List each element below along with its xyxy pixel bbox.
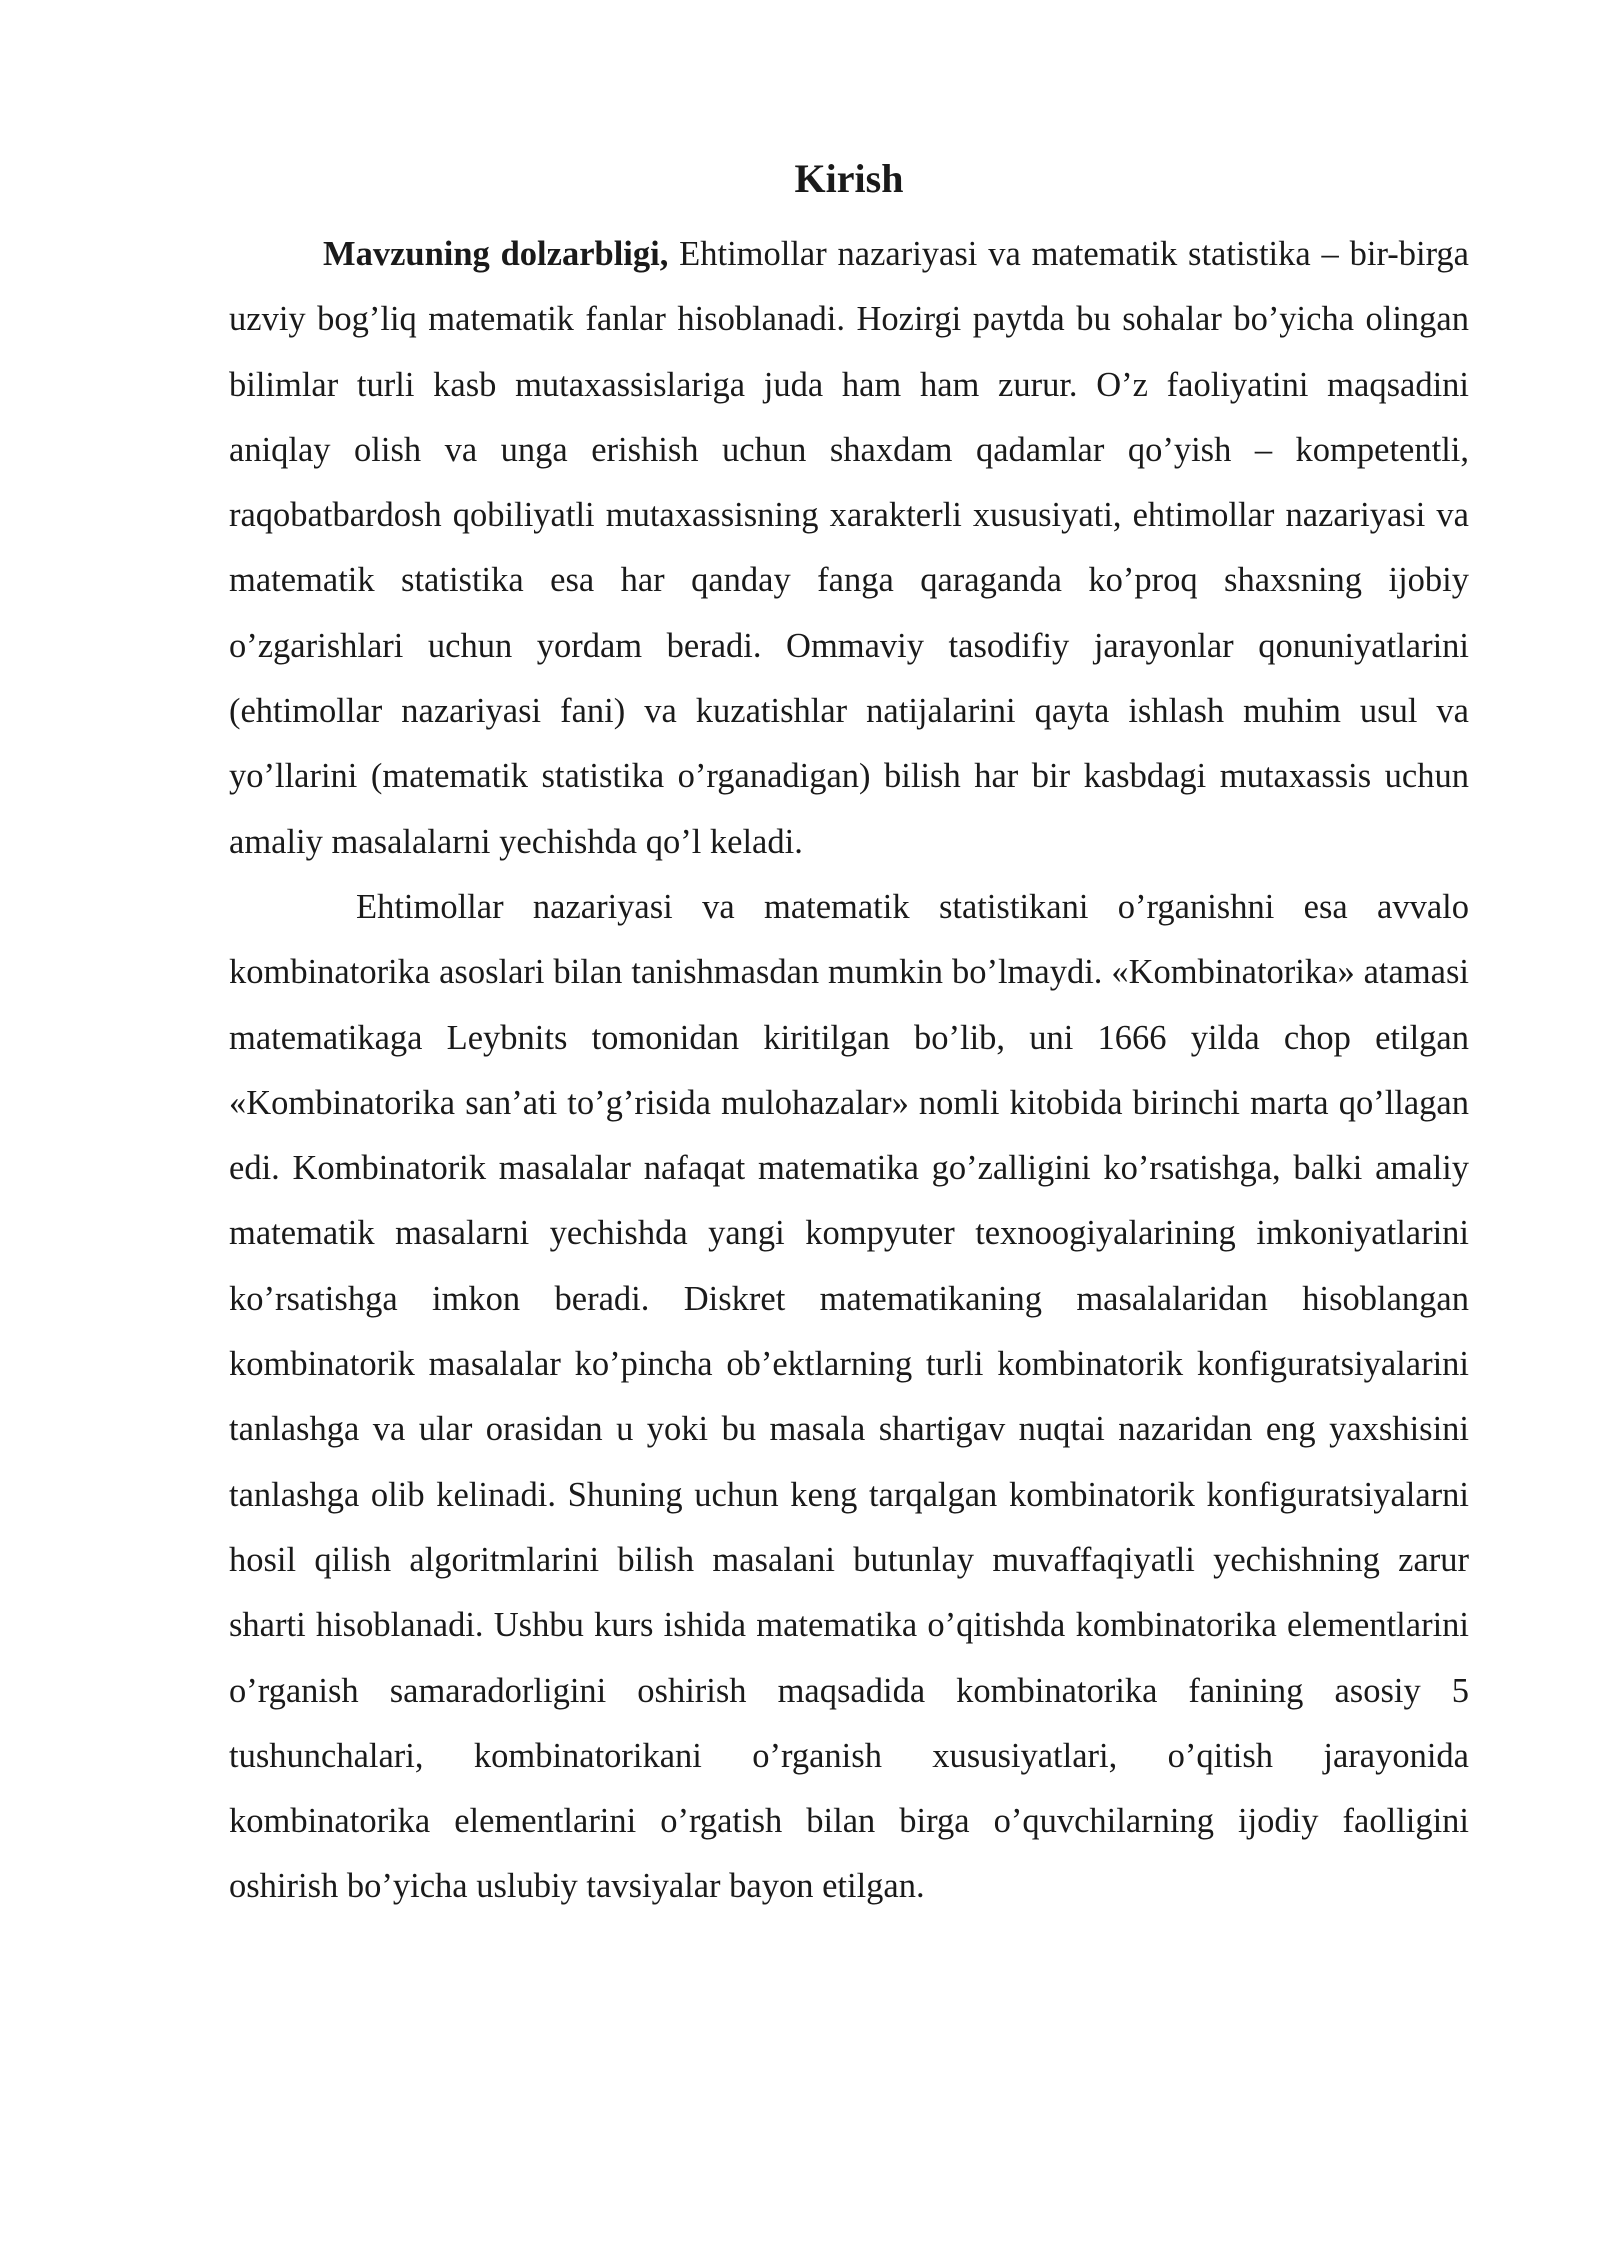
paragraph-lead: Mavzuning dolzarbligi, (323, 235, 669, 273)
paragraph-combinatorics: Ehtimollar nazariyasi va matematik statistikani o’rganishni esa avvalo kombinatorika asoslari bilan tanishmasdan mumkin bo’lmaydi. «Kombinatorika» atamasi matematikaga Leybnits tomonidan kiritilgan bo’lib, uni 1666 yilda chop etilgan «Kombinatorika san’ati to’g’risida mulohazalar» nomli kitobida birinchi marta qo’llagan edi. Kombinatorik masalalar nafaqat matematika go’zalligini ko’rsatishga, balki amaliy matematik masalarni yechishda yangi kompyuter texnoogiyalarining imkoniyatlarini ko’rsatishga imkon beradi. Diskret matematikaning masalalaridan hisoblangan kombinatorik masalalar ko’pincha ob’ektlarning turli kombinatorik konfiguratsiyalarini tanlashga va ular orasidan u yoki bu masala shartigav nuqtai nazaridan eng yaxshisini tanlashga olib kelinadi. Shuning uchun keng tarqalgan kombinatorik konfiguratsiyalarni hosil qilish algoritmlarini bilish masalani butunlay muvaffaqiyatli yechishning zarur sharti hisoblanadi. Ushbu kurs ishida matematika o’qitishda kombinatorika elementlarini o’rganish samaradorligini oshirish maqsadida kombinatorika fanining asosiy 5 tushunchalari, kombinatorikani o’rganish xususiyatlari, o’qitish jarayonida kombinatorika elementlarini o’rgatish bilan birga o’quvchilarning ijodiy faolligini oshirish bo’yicha uslubiy tavsiyalar bayon etilgan. (229, 887, 1469, 1906)
paragraph-text: Ehtimollar nazariyasi va matematik statistika – bir-birga uzviy bog’liq matematik fanlar hisoblanadi. Hozirgi paytda bu sohalar bo’yicha olingan bilimlar turli kasb mutaxassislariga juda ham ham zurur. O’z faoliyatini maqsadini aniqlay olish va unga erishish uchun shaxdam qadamlar qo’yish – kompetentli, raqobatbardosh qobiliyatli mutaxassisning xarakterli xususiyati, ehtimollar nazariyasi va matematik statistika esa har qanday fanga qaraganda ko’proq shaxsning ijobiy o’zgarishlari uchun yordam beradi. Ommaviy tasodifiy jarayonlar qonuniyatlarini (ehtimollar nazariyasi fani) va kuzatishlar natijalarini qayta ishlash muhim usul va yo’llarini (matematik statistika o’rganadigan) bilish har bir kasbdagi mutaxassis uchun amaliy masalalarni yechishda qo’l keladi. (229, 235, 1469, 861)
document-body (229, 148, 1469, 1920)
page-title: Kirish (794, 156, 904, 201)
paragraph-relevance (229, 222, 1469, 875)
